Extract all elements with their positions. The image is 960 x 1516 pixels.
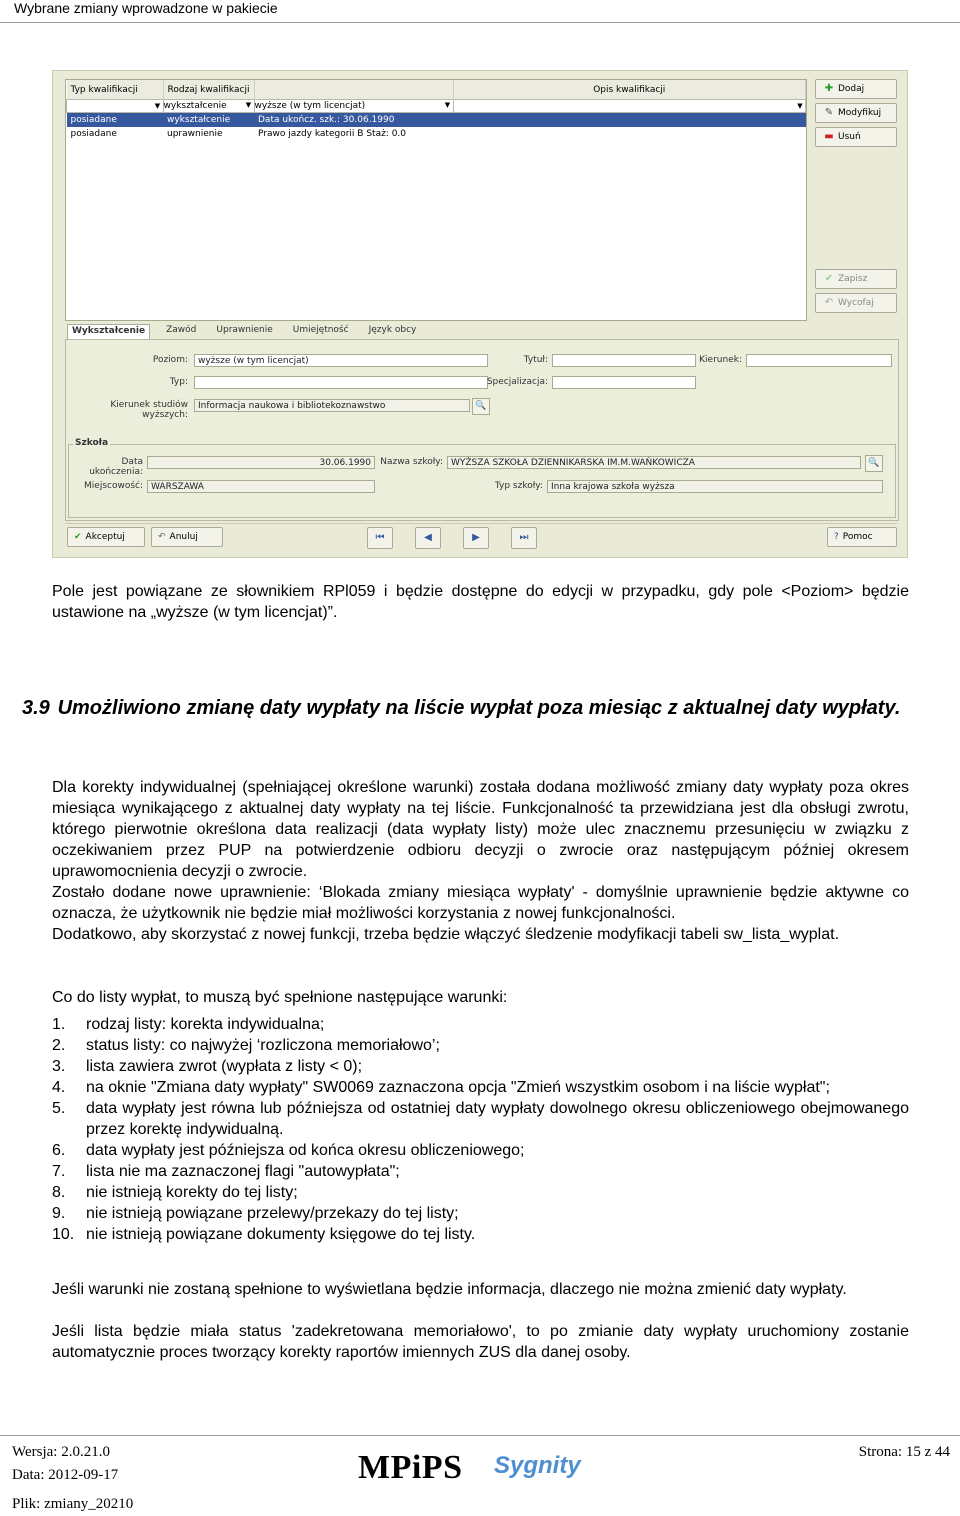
help-button[interactable] <box>827 527 897 547</box>
chevron-down-icon[interactable]: ▼ <box>245 101 252 109</box>
chevron-down-icon[interactable]: ▼ <box>154 102 161 110</box>
undo-icon: ↶ <box>158 532 166 542</box>
type-select[interactable] <box>194 376 488 389</box>
delete-button[interactable] <box>815 127 897 147</box>
sygnity-logo: Sygnity <box>494 1452 581 1479</box>
accept-label: Akceptuj <box>85 532 125 542</box>
conditions-list <box>52 1014 909 1245</box>
school-type-input[interactable]: Inna krajowa szkoła wyższa <box>547 480 883 493</box>
list-item: 4. na oknie "Zmiana daty wypłaty" SW0069 zaznaczona opcja "Zmień wszystkim osobom i na liście wypłat"; <box>52 1079 830 1096</box>
tab-permission[interactable]: Uprawnienie <box>216 325 273 335</box>
intro-paragraph: Pole jest powiązane ze słownikiem RPl059 i będzie dostępne do edycji w przypadku, gdy pole <Poziom> będzie ustawione na „wyższe (w tym licencjat)”. <box>52 583 909 621</box>
chevron-down-icon[interactable]: ▼ <box>797 102 803 110</box>
add-label: Dodaj <box>838 84 865 94</box>
tab-skill[interactable]: Umiejętność <box>292 325 349 335</box>
level-label: Poziom: <box>152 355 188 365</box>
modify-button[interactable] <box>815 103 897 123</box>
footer-file: Plik: zmiany_20210 <box>12 1496 134 1512</box>
field-of-study-label: Kierunek studiów wyższych: <box>110 400 188 420</box>
list-item: 5. data wypłaty jest równa lub późniejsza od ostatniej daty wypłaty dowolnego okresu obliczeniowego obejmowanego przez korektę indywidualną. <box>52 1100 909 1138</box>
delete-label: Usuń <box>838 132 861 142</box>
edit-icon: ✎ <box>824 107 834 118</box>
column-header[interactable] <box>254 80 453 100</box>
table-cell: Prawo jazdy kategorii B Staż: 0.0 <box>258 129 407 139</box>
table-cell: uprawnienie <box>167 129 223 139</box>
list-item: 10. nie istnieją powiązane dokumenty księgowe do tej listy. <box>52 1226 476 1243</box>
field-of-study-input[interactable]: Informacja naukowa i bibliotekoznawstwo <box>194 399 470 412</box>
specialization-select[interactable] <box>552 376 696 389</box>
withdraw-button[interactable] <box>815 293 897 313</box>
city-label: Miejscowość: <box>84 481 143 491</box>
end-date-label: Data ukończenia: <box>89 457 143 477</box>
filter-cell[interactable]: wykształcenie ▼ <box>163 100 254 113</box>
zus-paragraph: Jeśli lista będzie miała status 'zadekretowana memoriałowo', to po zmianie daty wypłaty uruchomiony zostanie automatycznie proces tworzący korekty raportów imiennych ZUS dla danej osoby. <box>52 1323 909 1361</box>
title-select[interactable] <box>552 354 696 367</box>
first-record-icon[interactable]: ⏮ <box>367 527 393 549</box>
section-title: Umożliwiono zmianę daty wypłaty na liście wypłat poza miesiąc z aktualnej daty wypłaty. <box>57 697 901 719</box>
table-row[interactable] <box>67 113 806 128</box>
footer-version: Wersja: 2.0.21.0 <box>12 1444 110 1460</box>
specialization-label: Specjalizacja: <box>486 377 548 387</box>
table-cell <box>453 113 806 128</box>
qualifications-grid <box>65 79 807 321</box>
tracking-paragraph: Dodatkowo, aby skorzystać z nowej funkcji, trzeba będzie włączyć śledzenie modyfikacji tabeli sw_lista_wyplat. <box>52 926 840 943</box>
table-row[interactable] <box>67 127 806 141</box>
school-group <box>68 438 896 518</box>
cancel-label: Anuluj <box>169 532 198 542</box>
direction-label: Kierunek: <box>699 355 742 365</box>
bottom-toolbar <box>65 523 897 550</box>
undo-icon: ↶ <box>824 297 834 308</box>
search-icon[interactable]: 🔍 <box>865 455 883 472</box>
permission-paragraph: Zostało dodane nowe uprawnienie: ‘Blokada zmiany miesiąca wypłaty' - domyślnie uprawnienie będzie aktywne co oznacza, że użytkownik nie będzie miał możliwości korzystania z nowej funkcjonalności. <box>52 884 909 922</box>
next-record-icon[interactable]: ▶ <box>463 527 489 549</box>
minus-icon: ▬ <box>824 131 834 142</box>
list-item: 1. rodzaj listy: korekta indywidualna; <box>52 1016 325 1033</box>
table-cell <box>453 127 806 141</box>
detail-tabs <box>67 324 420 340</box>
check-icon: ✔ <box>824 273 834 284</box>
tab-education[interactable]: Wykształcenie <box>67 324 150 340</box>
plus-icon: ✚ <box>824 83 834 94</box>
help-label: Pomoc <box>842 532 873 542</box>
chevron-down-icon[interactable]: ▼ <box>444 101 451 109</box>
withdraw-label: Wycofaj <box>838 298 874 308</box>
mpips-logo: MPiPS <box>358 1449 463 1486</box>
school-name-label: Nazwa szkoły: <box>380 457 443 467</box>
qualifications-screenshot <box>52 70 908 558</box>
section-number: 3.9 <box>22 697 50 719</box>
education-form <box>65 339 899 521</box>
list-item: 6. data wypłaty jest późniejsza od końca okresu obliczeniowego; <box>52 1142 525 1159</box>
footer-divider <box>0 1435 960 1436</box>
filter-cell[interactable]: wyższe (w tym licencjat) ▼ <box>254 100 453 113</box>
previous-record-icon[interactable]: ◀ <box>415 527 441 549</box>
help-icon: ? <box>834 532 839 542</box>
list-item: 2. status listy: co najwyżej ‘rozliczona memoriałowo’; <box>52 1037 440 1054</box>
accept-button[interactable] <box>67 527 145 547</box>
school-name-input[interactable]: WYŻSZA SZKOŁA DZIENNIKARSKA IM.M.WAŃKOWICZA <box>447 456 861 469</box>
column-header[interactable]: Opis kwalifikacji <box>453 80 806 100</box>
school-type-label: Typ szkoły: <box>494 481 543 491</box>
check-icon: ✔ <box>74 532 82 542</box>
level-select[interactable]: wyższe (w tym licencjat) <box>194 354 488 367</box>
modify-label: Modyfikuj <box>838 108 882 118</box>
cancel-button[interactable] <box>151 527 223 547</box>
description-paragraph: Dla korekty indywidualnej (spełniającej określone warunki) została dodana możliwość zmiany daty wypłaty poza okres miesiąca wynikającego z aktualnej daty wypłaty na tej liście. Funkcjonalność ta przewidziana jest dla obsługi zwrotu, którego pierwotnie określona data realizacji (data wypłaty listy) może ulec znacznemu przesunięciu w związku z oczekiwaniem przez PUP na potwierdzenie odbioru decyzji o zwrocie oraz następującym później okresem uprawomocnienia decyzji o zwrocie. <box>52 779 909 880</box>
filter-cell[interactable] <box>453 100 806 113</box>
list-item: 9. nie istnieją powiązane przelewy/przekazy do tej listy; <box>52 1205 459 1222</box>
end-date-input[interactable]: 30.06.1990 <box>147 456 375 469</box>
table-cell: Data ukończ. szk.: 30.06.1990 <box>254 113 453 128</box>
table-cell: posiadane <box>70 129 117 139</box>
list-item: 8. nie istnieją korekty do tej listy; <box>52 1184 298 1201</box>
section-heading <box>22 694 902 722</box>
table-cell: posiadane <box>67 113 164 128</box>
header-divider <box>0 22 960 23</box>
table-cell: wykształcenie <box>163 113 254 128</box>
list-item: 3. lista zawiera zwrot (wypłata z listy < 0); <box>52 1058 363 1075</box>
tab-language[interactable]: Język obcy <box>368 325 417 335</box>
conditions-intro: Co do listy wypłat, to muszą być spełnione następujące warunki: <box>52 989 508 1006</box>
school-group-title: Szkoła <box>75 438 109 448</box>
title-label: Tytuł: <box>523 355 548 365</box>
running-header: Wybrane zmiany wprowadzone w pakiecie <box>14 0 278 16</box>
type-label: Typ: <box>169 377 188 387</box>
city-input[interactable]: WARSZAWA <box>147 480 375 493</box>
footer-date: Data: 2012-09-17 <box>12 1467 119 1483</box>
column-header[interactable]: Typ kwalifikacji <box>67 80 164 100</box>
save-label: Zapisz <box>838 274 868 284</box>
failure-info-paragraph: Jeśli warunki nie zostaną spełnione to wyświetlana będzie informacja, dlaczego nie można zmienić daty wypłaty. <box>52 1281 847 1298</box>
add-button[interactable] <box>815 79 897 99</box>
last-record-icon[interactable]: ⏭ <box>511 527 537 549</box>
filter-cell[interactable] <box>67 100 164 113</box>
list-item: 7. lista nie ma zaznaczonej flagi "autowypłata"; <box>52 1163 400 1180</box>
direction-select[interactable] <box>746 354 892 367</box>
save-button[interactable] <box>815 269 897 289</box>
footer-page-number: Strona: 15 z 44 <box>858 1444 950 1460</box>
column-header[interactable]: Rodzaj kwalifikacji <box>163 80 254 100</box>
tab-profession[interactable]: Zawód <box>166 325 197 335</box>
search-icon[interactable]: 🔍 <box>472 398 490 415</box>
